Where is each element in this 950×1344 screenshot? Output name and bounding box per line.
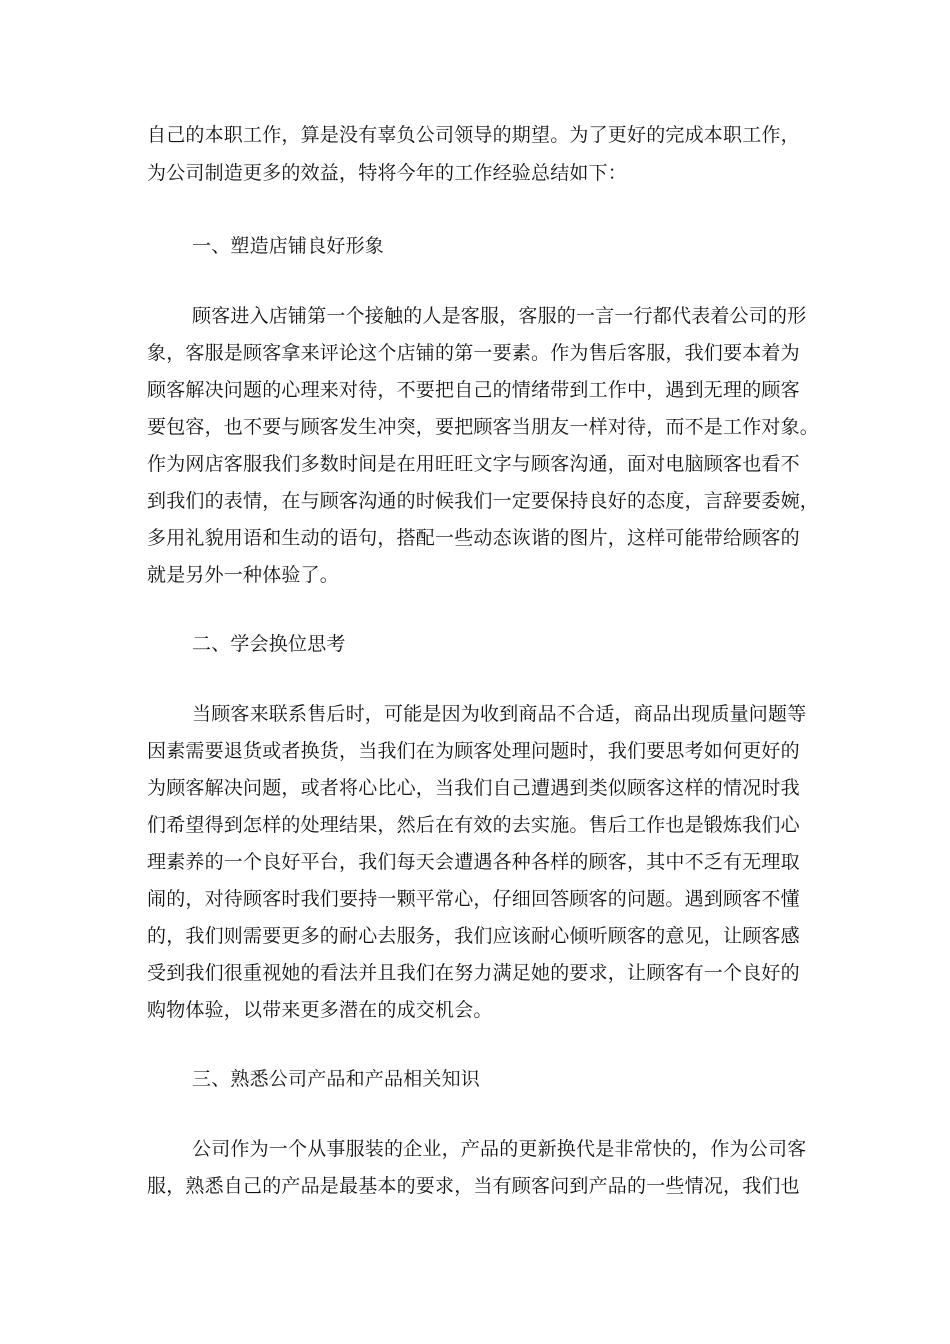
paragraph-line: 顾客解决问题的心理来对待，不要把自己的情绪带到工作中，遇到无理的顾客 [147, 379, 800, 401]
intro-line-1: 自己的本职工作，算是没有辜负公司领导的期望。为了更好的完成本职工作， [147, 124, 800, 146]
paragraph-line: 购物体验，以带来更多潜在的成交机会。 [147, 999, 493, 1021]
intro-line-2: 为公司制造更多的效益，特将今年的工作经验总结如下： [147, 162, 628, 184]
paragraph-line: 多用礼貌用语和生动的语句，搭配一些动态诙谐的图片，这样可能带给顾客的 [147, 527, 800, 549]
paragraph-line: 为顾客解决问题，或者将心比心，当我们自己遭遇到类似顾客这样的情况时我 [147, 777, 800, 799]
paragraph-line: 因素需要退货或者换货，当我们在为顾客处理问题时，我们要思考如何更好的 [147, 740, 800, 762]
paragraph-line: 要包容，也不要与顾客发生冲突，要把顾客当朋友一样对待，而不是工作对象。 [147, 416, 820, 438]
paragraph-line: 服，熟悉自己的产品是最基本的要求，当有顾客问到产品的一些情况，我们也 [147, 1175, 800, 1197]
paragraph-line: 理素养的一个良好平台，我们每天会遭遇各种各样的顾客，其中不乏有无理取 [147, 851, 800, 873]
paragraph-line: 象，客服是顾客拿来评论这个店铺的第一要素。作为售后客服，我们要本着为 [147, 342, 800, 364]
paragraph-line: 顾客进入店铺第一个接触的人是客服，客服的一言一行都代表着公司的形 [192, 305, 807, 327]
section-heading-2: 二、学会换位思考 [192, 633, 346, 655]
section-heading-1: 一、塑造店铺良好形象 [192, 235, 385, 257]
paragraph-line: 的，我们则需要更多的耐心去服务，我们应该耐心倾听顾客的意见，让顾客感 [147, 925, 800, 947]
paragraph-line: 作为网店客服我们多数时间是在用旺旺文字与顾客沟通，面对电脑顾客也看不 [147, 453, 800, 475]
paragraph-line: 闹的，对待顾客时我们要持一颗平常心，仔细回答顾客的问题。遇到顾客不懂 [147, 888, 800, 910]
paragraph-line: 就是另外一种体验了。 [147, 564, 340, 586]
paragraph-line: 们希望得到怎样的处理结果，然后在有效的去实施。售后工作也是锻炼我们心 [147, 814, 800, 836]
section-heading-3: 三、熟悉公司产品和产品相关知识 [192, 1068, 481, 1090]
paragraph-line: 受到我们很重视她的看法并且我们在努力满足她的要求，让顾客有一个良好的 [147, 962, 800, 984]
paragraph-line: 公司作为一个从事服装的企业，产品的更新换代是非常快的，作为公司客 [192, 1138, 807, 1160]
paragraph-line: 到我们的表情，在与顾客沟通的时候我们一定要保持良好的态度，言辞要委婉， [147, 490, 820, 512]
paragraph-line: 当顾客来联系售后时，可能是因为收到商品不合适，商品出现质量问题等 [192, 703, 807, 725]
